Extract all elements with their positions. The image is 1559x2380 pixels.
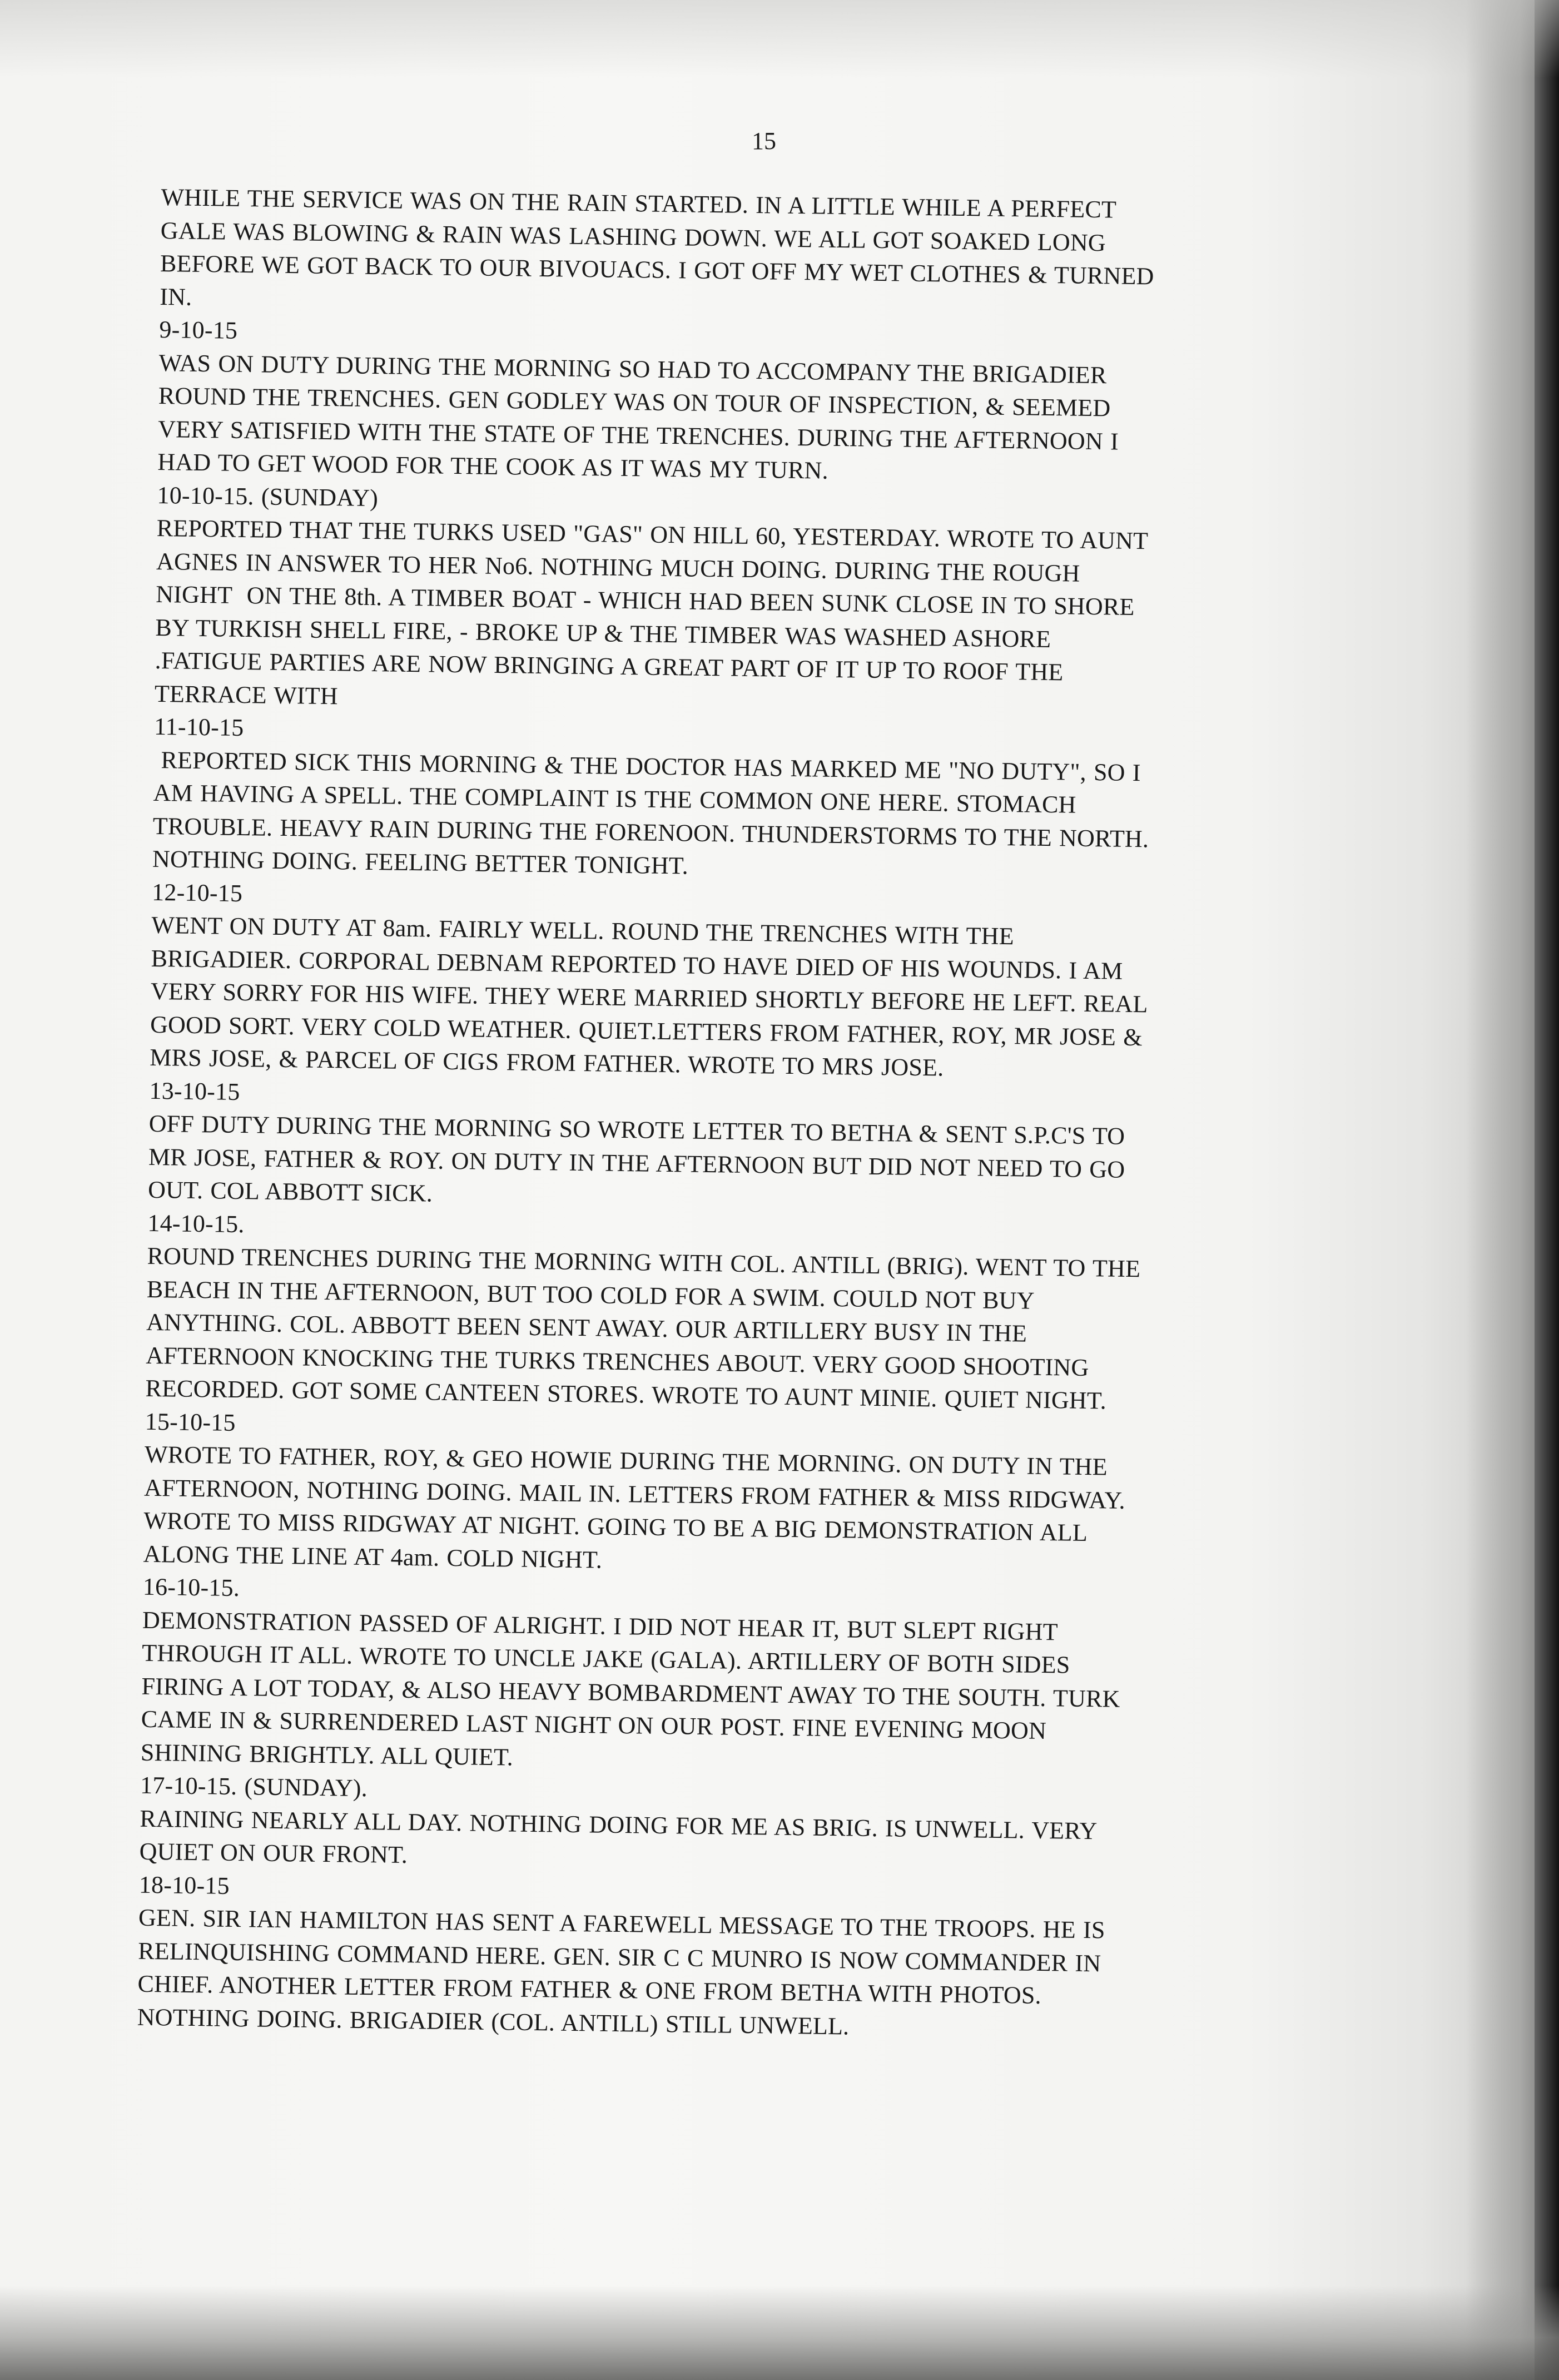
entry-date: 16-10-15. — [142, 1573, 240, 1602]
diary-entry — [145, 1206, 1332, 1420]
entry-text: WROTE TO FATHER, ROY, & GEO HOWIE DURING THE MORNING. ON DUTY IN THE AFTERNOON, NOTHING DOING. MAIL IN. LETTERS FROM FATHER & MISS RIDGWAY. WROTE TO MISS RIDGWAY AT NIGHT. GOING TO BE A BIG DEMONSTRATION ALL ALONG THE LINE AT 4am. COLD NIGHT. — [143, 1440, 1126, 1574]
entry-text: DEMONSTRATION PASSED OF ALRIGHT. I DID NOT HEAR IT, BUT SLEPT RIGHT THROUGH IT ALL. WROTE TO UNCLE JAKE (GALA). ARTILLERY OF BOTH SIDES FIRING A LOT TODAY, & ALSO HEAVY BOMBARDMENT AWAY TO THE SOUTH. TURK CAME IN & SURRENDERED LAST NIGHT ON OUR POST. FINE EVENING MOON SHINING BRIGHTLY. ALL QUIET. — [140, 1606, 1120, 1771]
entry-text: RAINING NEARLY ALL DAY. NOTHING DOING FOR ME AS BRIG. IS UNWELL. VERY QUIET ON OUR FRONT. — [139, 1804, 1098, 1869]
entry-text: OFF DUTY DURING THE MORNING SO WROTE LETTER TO BETHA & SENT S.P.C'S TO MR JOSE, FATHER & ROY. ON DUTY IN THE AFTERNOON BUT DID NOT NEED TO GO OUT. COL ABBOTT SICK. — [147, 1109, 1125, 1207]
page-number: 15 — [752, 127, 776, 155]
entry-date: 10-10-15. (SUNDAY) — [157, 481, 379, 512]
diary-entry — [141, 1570, 1327, 1784]
entry-text: WENT ON DUTY AT 8am. FAIRLY WELL. ROUND THE TRENCHES WITH THE BRIGADIER. CORPORAL DEBNAM REPORTED TO HAVE DIED OF HIS WOUNDS. I AM VERY SORRY FOR HIS WIFE. THEY WERE MARRIED SHORTLY BEFORE HE LEFT. REAL GOOD SORT. VERY COLD WEATHER. QUIET.LETTERS FROM FATHER, ROY, MR JOSE & MRS JOSE, & PARCEL OF CIGS FROM FATHER. WROTE TO MRS JOSE. — [150, 911, 1148, 1082]
entry-text: REPORTED SICK THIS MORNING & THE DOCTOR HAS MARKED ME "NO DUTY", SO I AM HAVING A SPELL. THE COMPLAINT IS THE COMMON ONE HERE. STOMACH TROUBLE. HEAVY RAIN DURING THE FORENOON. THUNDERSTORMS TO THE NORTH. NOTHING DOING. FEELING BETTER TONIGHT. — [152, 746, 1149, 880]
entry-text: GEN. SIR IAN HAMILTON HAS SENT A FAREWELL MESSAGE TO THE TROOPS. HE IS RELINQUISHING COMMAND HERE. GEN. SIR C C MUNRO IS NOW COMMANDER IN CHIEF. ANOTHER LETTER FROM FATHER & ONE FROM BETHA WITH PHOTOS. NOTHING DOING. BRIGADIER (COL. ANTILL) STILL UNWELL. — [137, 1903, 1105, 2040]
entry-date: 13-10-15 — [149, 1077, 240, 1105]
opening-paragraph: WHILE THE SERVICE WAS ON THE RAIN STARTED. IN A LITTLE WHILE A PERFECT GALE WAS BLOWING & RAIN WAS LASHING DOWN. WE ALL GOT SOAKED LONG BEFORE WE GOT BACK TO OUR BIVOUACS. I GOT OFF MY WET CLOTHES & TURNED IN. — [159, 183, 1154, 311]
entry-text: WAS ON DUTY DURING THE MORNING SO HAD TO ACCOMPANY THE BRIGADIER ROUND THE TRENCHES. GEN GODLEY WAS ON TOUR OF INSPECTION, & SEEMED VERY SATISFIED WITH THE STATE OF THE TRENCHES. DURING THE AFTERNOON I HAD TO GET WOOD FOR THE COOK AS IT WAS MY TURN. — [157, 349, 1119, 484]
diary-entry — [157, 313, 1344, 494]
entry-date: 12-10-15 — [151, 878, 243, 907]
scan-right-shadow — [1423, 0, 1535, 2380]
diary-entry — [143, 1405, 1329, 1585]
diary-entry — [137, 1868, 1323, 2049]
entry-date: 11-10-15 — [153, 712, 244, 742]
scan-bottom-shadow — [0, 2285, 1559, 2380]
entry-date: 17-10-15. (SUNDAY). — [140, 1771, 368, 1802]
entry-date: 14-10-15. — [147, 1209, 245, 1238]
diary-entry — [150, 875, 1336, 1089]
diary-entries — [137, 181, 1345, 2049]
diary-entry — [139, 1769, 1324, 1883]
entry-date: 15-10-15 — [145, 1407, 236, 1436]
diary-entry — [155, 478, 1342, 725]
entry-date: 18-10-15 — [138, 1871, 230, 1900]
entry-text: ROUND TRENCHES DURING THE MORNING WITH COL. ANTILL (BRIG). WENT TO THE BEACH IN THE AFTERNOON, BUT TOO COLD FOR A SWIM. COULD NOT BUY ANYTHING. COL. ABBOTT BEEN SENT AWAY. OUR ARTILLERY BUSY IN THE AFTERNOON KNOCKING THE TURKS TRENCHES ABOUT. VERY GOOD SHOOTING RECORDED. GOT SOME CANTEEN STORES. WROTE TO AUNT MINIE. QUIET NIGHT. — [145, 1242, 1141, 1415]
entry-text: REPORTED THAT THE TURKS USED "GAS" ON HILL 60, YESTERDAY. WROTE TO AUNT AGNES IN ANSWER TO HER No6. NOTHING MUCH DOING. DURING THE ROUGH NIGHT ON THE 8th. A TIMBER BOAT - WHICH HAD BEEN SUNK CLOSE IN TO SHORE BY TURKISH SHELL FIRE, - BROKE UP & THE TIMBER WAS WASHED ASHORE .FATIGUE PARTIES ARE NOW BRINGING A GREAT PART OF IT UP TO ROOF THE TERRACE WITH — [154, 514, 1149, 710]
diary-entry — [152, 710, 1339, 891]
scan-top-shadow — [0, 0, 1559, 78]
diary-entry — [148, 1074, 1334, 1222]
entry-date: 9-10-15 — [159, 315, 238, 344]
